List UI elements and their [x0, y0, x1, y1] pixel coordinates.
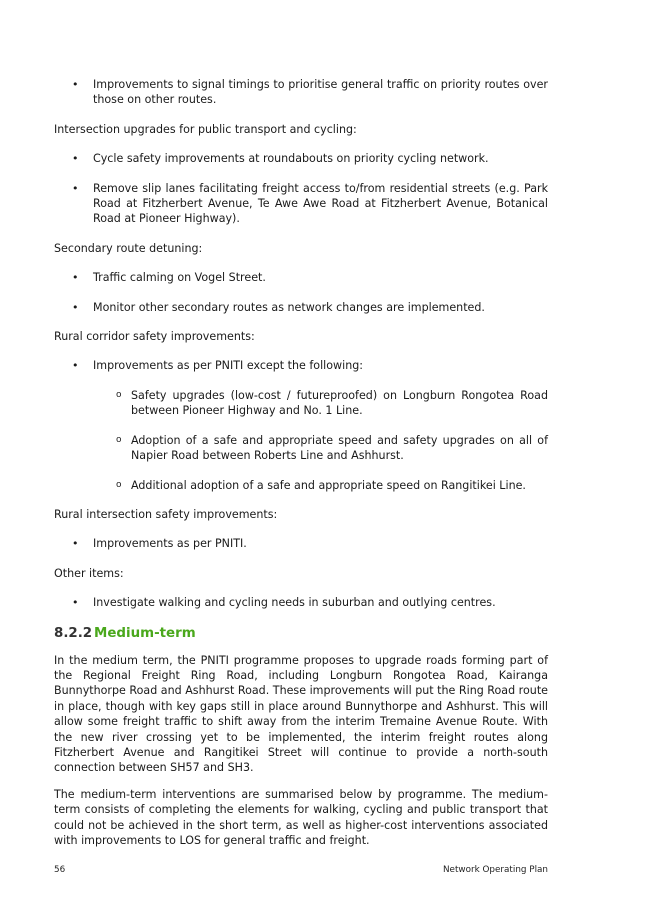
section-label: Rural intersection safety improvements:: [54, 507, 278, 521]
sub-list-item: [93, 478, 548, 493]
bullet-text: Traffic calming on Vogel Street.: [93, 271, 266, 285]
bullet-text: Improvements as per PNITI except the following:: [93, 359, 364, 373]
section-label: Secondary route detuning:: [54, 241, 203, 255]
bullet-text: Investigate walking and cycling needs in suburban and outlying centres.: [93, 596, 496, 610]
bullet-text: Improvements to signal timings to prioritise general traffic on priority routes over those on other routes.: [93, 78, 548, 107]
list-item: [54, 270, 548, 285]
bullet-list: [54, 270, 548, 315]
bullet-icon: •: [72, 152, 79, 166]
section-heading: [54, 625, 548, 643]
bullet-icon: •: [72, 537, 79, 551]
bullet-list: [54, 358, 548, 492]
body-paragraph: The medium-term interventions are summarised below by programme. The medium-term consists of completing the elements for walking, cycling and public transport that could not be achieved in the short term, as well as higher-cost interventions associated with improvements to LOS for general traffic and freight.: [54, 787, 548, 847]
hollow-bullet-icon: o: [116, 389, 122, 400]
page-content: [54, 77, 548, 859]
sub-list-item: [93, 433, 548, 464]
sub-bullet-list: [93, 388, 548, 493]
sub-list-item: [93, 388, 548, 419]
list-item: [54, 358, 548, 492]
body-paragraph: In the medium term, the PNITI programme proposes to upgrade roads forming part of the Regional Freight Ring Road, including Longburn Rongotea Road, Kairanga Bunnythorpe Road and Ashhurst Road. These improvements will put the Ring Road route in place, though with key gaps still in place around Bunnythorpe and Ashhurst. This will allow some freight traffic to shift away from the interim Tremaine Avenue Route. With the new river crossing yet to be implemented, the interim freight routes along Fitzherbert Avenue and Rangitikei Street will continue to provide a north-south connection between SH57 and SH3.: [54, 653, 548, 775]
bullet-icon: •: [72, 78, 79, 91]
bullet-icon: •: [72, 359, 79, 373]
list-item: [54, 595, 548, 610]
bullet-icon: •: [72, 271, 79, 285]
bullet-list: [54, 151, 548, 227]
document-title: Network Operating Plan: [442, 865, 548, 875]
hollow-bullet-icon: o: [116, 434, 122, 445]
bullet-icon: •: [72, 300, 79, 314]
section-label: Intersection upgrades for public transport and cycling:: [54, 122, 357, 136]
hollow-bullet-icon: o: [116, 479, 122, 490]
list-item: [54, 77, 548, 108]
bullet-list: [54, 536, 548, 551]
section-number: 8.2.2: [54, 625, 93, 641]
bullet-icon: •: [72, 596, 79, 610]
list-item: [54, 181, 548, 227]
sub-bullet-text: Safety upgrades (low-cost / futureproofed) on Longburn Rongotea Road between Pioneer Highway and No. 1 Line.: [131, 388, 548, 418]
bullet-text: Remove slip lanes facilitating freight access to/from residential streets (e.g. Park Road at Fitzherbert Avenue, Te Awe Awe Road at Fitzherbert Avenue, Botanical Road at Pioneer Highway).: [93, 181, 548, 226]
list-item: [54, 536, 548, 551]
sub-bullet-text: Adoption of a safe and appropriate speed and safety upgrades on all of Napier Road between Roberts Line and Ashhurst.: [131, 433, 548, 463]
section-title: Medium-term: [94, 625, 196, 641]
bullet-icon: •: [72, 181, 79, 195]
bullet-text: Cycle safety improvements at roundabouts on priority cycling network.: [93, 152, 489, 166]
bullet-text: Improvements as per PNITI.: [93, 537, 247, 551]
bullet-list: [54, 595, 548, 610]
page-number: 56: [54, 865, 66, 875]
section-label: Other items:: [54, 566, 124, 580]
list-item: [54, 300, 548, 315]
bullet-text: Monitor other secondary routes as network changes are implemented.: [93, 300, 485, 314]
sub-bullet-text: Additional adoption of a safe and appropriate speed on Rangitikei Line.: [131, 478, 526, 492]
section-label: Rural corridor safety improvements:: [54, 330, 255, 344]
list-item: [54, 151, 548, 166]
top-bullet-list: [54, 77, 548, 108]
